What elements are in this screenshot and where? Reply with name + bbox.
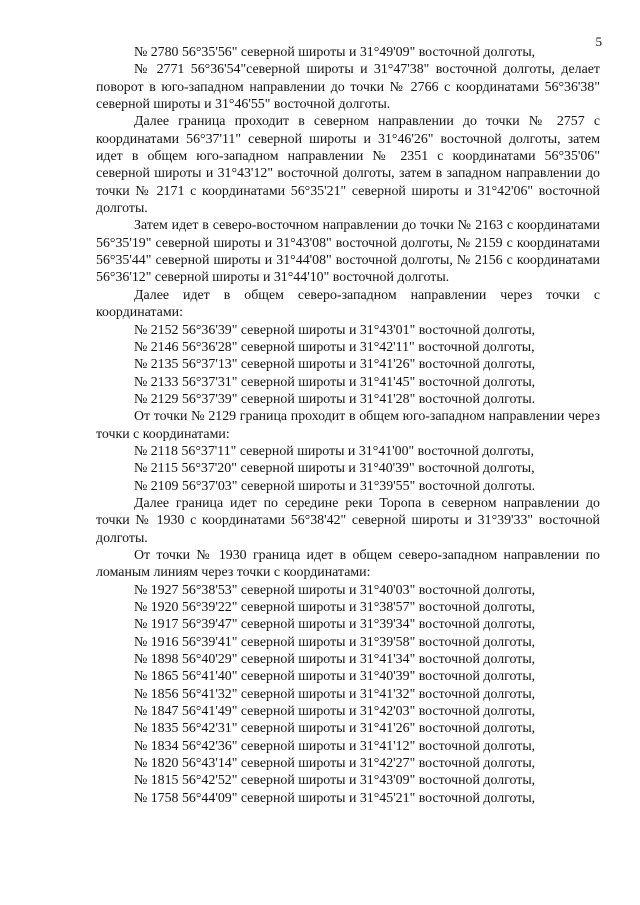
document-body bbox=[96, 44, 600, 807]
paragraph: Далее граница идет по середине реки Торопа в северном направлении до точки № 1930 с координатами 56°38'42" северной широты и 31°39'33" восточной долготы. bbox=[96, 495, 600, 546]
coordinate-item: № 1917 56°39'47" северной широты и 31°39'34" восточной долготы, bbox=[134, 617, 536, 633]
paragraph: От точки № 1930 граница идет в общем северо-западном направлении по ломаным линиям через точки с координатами: bbox=[96, 547, 600, 581]
coordinate-item: № 1834 56°42'36" северной широты и 31°41'12" восточной долготы, bbox=[134, 738, 536, 754]
coordinate-list bbox=[96, 322, 600, 409]
coordinate-item: № 2135 56°37'13" северной широты и 31°41'26" восточной долготы, bbox=[134, 357, 536, 373]
paragraph: № 2780 56°35'56" северной широты и 31°49'09" восточной долготы, bbox=[134, 45, 536, 60]
coordinate-list bbox=[96, 443, 600, 495]
coordinate-item: № 1916 56°39'41" северной широты и 31°39'58" восточной долготы, bbox=[134, 634, 536, 650]
coordinate-item: № 2118 56°37'11" северной широты и 31°41'00" восточной долготы, bbox=[134, 443, 535, 459]
paragraph: Далее идет в общем северо-западном направлении через точки с координатами: bbox=[96, 287, 600, 321]
coordinate-item: № 1758 56°44'09" северной широты и 31°45'21" восточной долготы, bbox=[134, 790, 536, 806]
coordinate-item: № 2115 56°37'20" северной широты и 31°40'39" восточной долготы, bbox=[134, 461, 535, 477]
coordinate-item: № 1927 56°38'53" северной широты и 31°40'03" восточной долготы, bbox=[134, 582, 536, 598]
coordinate-item: № 1847 56°41'49" северной широты и 31°42'03" восточной долготы, bbox=[134, 704, 536, 720]
coordinate-item: № 2133 56°37'31" северной широты и 31°41'45" восточной долготы, bbox=[134, 374, 536, 390]
paragraph: Далее граница проходит в северном направлении до точки № 2757 с координатами 56°37'11" северной широты и 31°46'26" восточной долготы, затем идет в общем юго-западном направлении № 2351 с координатами 56°35'06" северной широты и 31°43'12" восточной долготы, затем в западном направлении до точки № 2171 с координатами 56°35'21" северной широты и 31°42'06" восточной долготы. bbox=[96, 114, 600, 217]
coordinate-item: № 1820 56°43'14" северной широты и 31°42'27" восточной долготы, bbox=[134, 756, 536, 772]
coordinate-item: № 1835 56°42'31" северной широты и 31°41'26" восточной долготы, bbox=[134, 721, 536, 737]
coordinate-item: № 2129 56°37'39" северной широты и 31°41'28" восточной долготы. bbox=[134, 391, 536, 407]
coordinate-item: № 1920 56°39'22" северной широты и 31°38'57" восточной долготы, bbox=[134, 600, 536, 615]
coordinate-item: № 1898 56°40'29" северной широты и 31°41'34" восточной долготы, bbox=[134, 652, 536, 668]
coordinate-item: № 2146 56°36'28" северной широты и 31°42'11" восточной долготы, bbox=[134, 339, 535, 355]
coordinate-item: № 1856 56°41'32" северной широты и 31°41'32" восточной долготы, bbox=[134, 686, 536, 702]
coordinate-item: № 2152 56°36'39" северной широты и 31°43'01" восточной долготы, bbox=[134, 322, 536, 338]
paragraph: Затем идет в северо-восточном направлении до точки № 2163 с координатами 56°35'19" северной широты и 31°43'08" восточной долготы, № 2159 с координатами 56°35'44" северной широты и 31°44'08" восточной долготы, № 2156 с координатами 56°36'12" северной широты и 31°44'10" восточной долготы. bbox=[96, 218, 600, 286]
coordinate-item: № 2109 56°37'03" северной широты и 31°39'55" восточной долготы. bbox=[134, 478, 536, 494]
coordinate-list bbox=[96, 582, 600, 807]
page-number: 5 bbox=[595, 34, 602, 49]
coordinate-item: № 1865 56°41'40" северной широты и 31°40'39" восточной долготы, bbox=[134, 669, 536, 685]
paragraph: От точки № 2129 граница проходит в общем юго-западном направлении через точки с координатами: bbox=[96, 409, 600, 442]
coordinate-item: № 1815 56°42'52" северной широты и 31°43'09" восточной долготы, bbox=[134, 773, 536, 789]
paragraph: № 2771 56°36'54"северной широты и 31°47'38" восточной долготы, делает поворот в юго-западном направлении до точки № 2766 с координатами 56°36'38" северной широты и 31°46'55" восточной долготы. bbox=[96, 62, 600, 113]
